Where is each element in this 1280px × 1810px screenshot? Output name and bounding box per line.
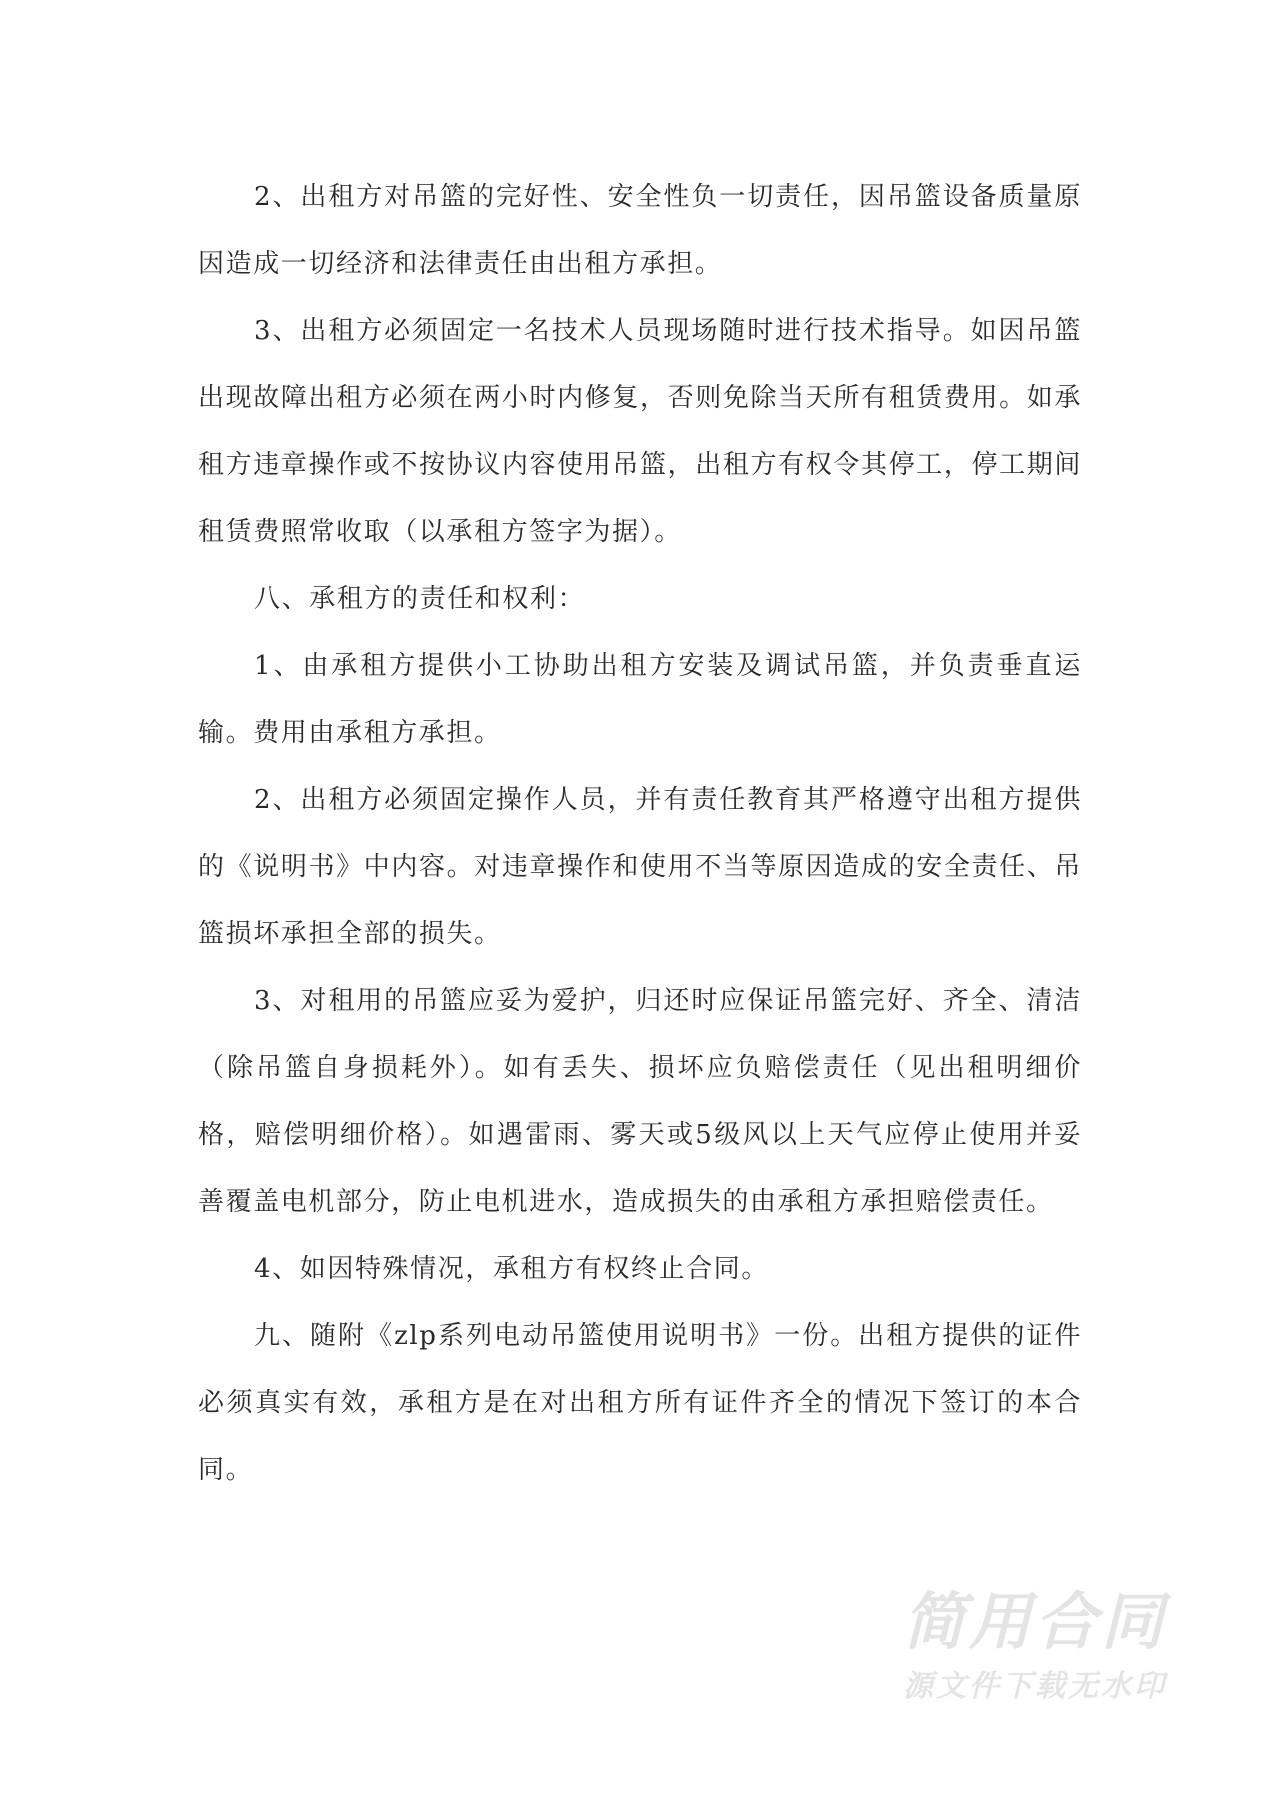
paragraph-lessor-safety: 2、出租方对吊篮的完好性、安全性负一切责任，因吊篮设备质量原因造成一切经济和法律责任由出租方承担。	[198, 182, 1082, 279]
paragraph-lessee-labor: 1、由承租方提供小工协助出租方安装及调试吊篮，并负责垂直运输。费用由承租方承担。	[198, 651, 1082, 748]
document-page	[198, 164, 1082, 1504]
section-heading-lessee-duties: 八、承租方的责任和权利：	[254, 584, 586, 614]
paragraph-lessor-technician: 3、出租方必须固定一名技术人员现场随时进行技术指导。如因吊篮出现故障出租方必须在两小时内修复，否则免除当天所有租赁费用。如承租方违章操作或不按协议内容使用吊篮，出租方有权令其停工，停工期间租赁费照常收取（以承租方签字为据）。	[198, 316, 1082, 547]
paragraph-lessee-care: 3、对租用的吊篮应妥为爱护，归还时应保证吊篮完好、齐全、清洁（除吊篮自身损耗外）。如有丢失、损坏应负赔偿责任（见出租明细价格，赔偿明细价格）。如遇雷雨、雾天或5级风以上天气应停止使用并妥善覆盖电机部分，防止电机进水，造成损失的由承租方承担赔偿责任。	[198, 986, 1082, 1217]
paragraph-lessee-operators: 2、出租方必须固定操作人员，并有责任教育其严格遵守出租方提供的《说明书》中内容。对违章操作和使用不当等原因造成的安全责任、吊篮损坏承担全部的损失。	[198, 785, 1082, 949]
watermark	[880, 1585, 1190, 1709]
watermark-title: 简用合同	[902, 1585, 1167, 1658]
watermark-subtitle: 源文件下载无水印	[903, 1669, 1167, 1704]
paragraph-lessee-terminate: 4、如因特殊情况，承租方有权终止合同。	[254, 1254, 769, 1284]
section-attachment-manual: 九、随附《zlp系列电动吊篮使用说明书》一份。出租方提供的证件必须真实有效，承租方是在对出租方所有证件齐全的情况下签订的本合同。	[198, 1321, 1082, 1485]
